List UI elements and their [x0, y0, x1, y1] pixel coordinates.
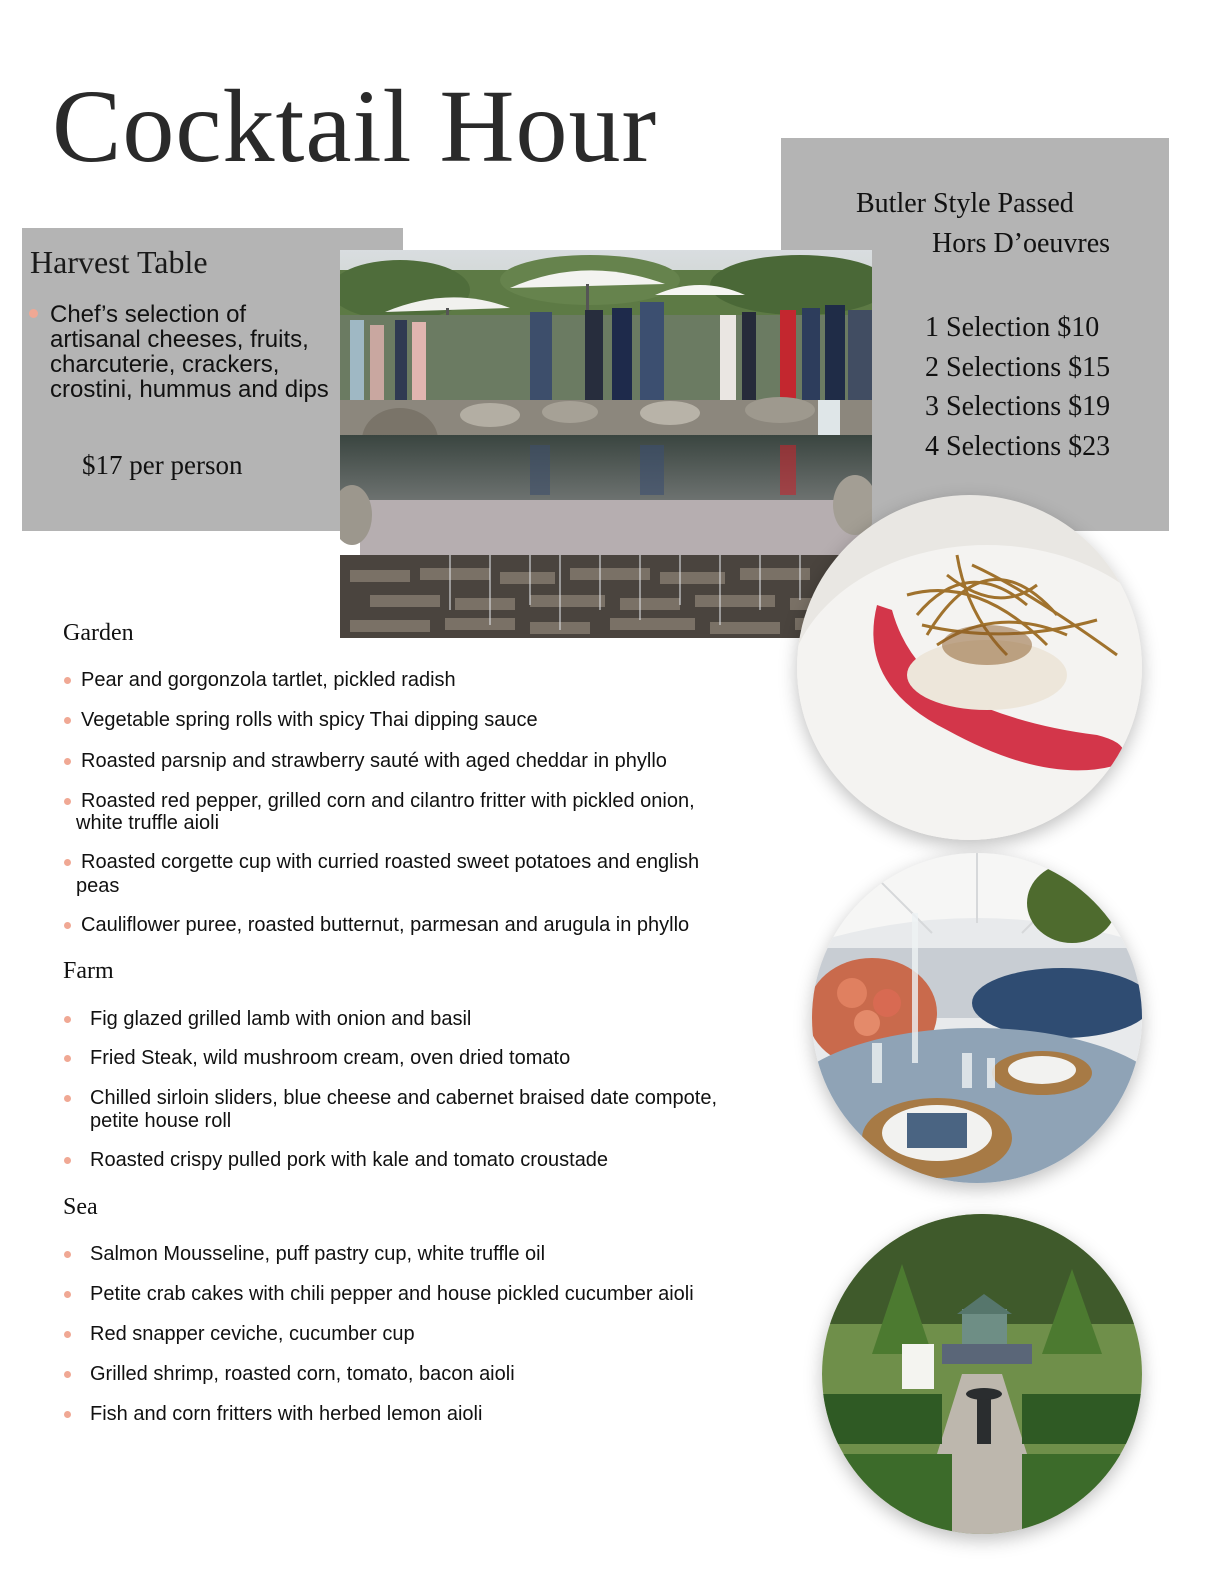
menu-item-continued: white truffle aioli — [76, 812, 220, 834]
bullet-icon — [64, 1331, 71, 1338]
bullet-icon — [64, 1095, 71, 1102]
bullet-icon — [64, 677, 71, 684]
menu-item: Grilled shrimp, roasted corn, tomato, bacon aioli — [90, 1363, 515, 1385]
menu-item-continued: petite house roll — [90, 1110, 232, 1132]
bullet-icon — [64, 1016, 71, 1023]
reception-illustration — [812, 853, 1142, 1183]
harvest-table-title: Harvest Table — [30, 244, 208, 280]
section-heading-garden: Garden — [63, 620, 134, 646]
pond-party-illustration — [340, 250, 872, 638]
bullet-icon — [64, 1251, 71, 1258]
bullet-icon — [64, 1291, 71, 1298]
butler-price-item: 2 Selections $15 — [925, 351, 1111, 383]
pond-party-photo — [340, 250, 872, 638]
menu-item: Roasted crispy pulled pork with kale and tomato croustade — [90, 1149, 609, 1171]
section-heading-sea: Sea — [63, 1194, 98, 1220]
harvest-table-description: Chef’s selection of artisanal cheeses, fruits, charcuterie, crackers, crostini, hummus and dips — [50, 301, 329, 403]
appetizer-illustration — [797, 495, 1142, 840]
bullet-icon — [64, 859, 71, 866]
bullet-icon — [64, 1371, 71, 1378]
bullet-icon — [64, 922, 71, 929]
butler-price-list — [925, 308, 1110, 466]
bullet-icon — [64, 717, 71, 724]
menu-item: Petite crab cakes with chili pepper and house pickled cucumber aioli — [90, 1283, 694, 1305]
menu-item: Cauliflower puree, roasted butternut, parmesan and arugula in phyllo — [81, 914, 690, 936]
menu-item: Fried Steak, wild mushroom cream, oven dried tomato — [90, 1047, 571, 1069]
bullet-icon — [29, 309, 38, 318]
butler-price-item: 3 Selections $19 — [925, 391, 1111, 422]
menu-item: Red snapper ceviche, cucumber cup — [90, 1323, 415, 1345]
appetizer-photo — [797, 495, 1142, 840]
menu-item: Fig glazed grilled lamb with onion and basil — [90, 1008, 472, 1030]
menu-item-continued: peas — [76, 875, 120, 897]
butler-title-line2: Hors D’oeuvres — [932, 228, 1111, 259]
menu-item: Salmon Mousseline, puff pastry cup, white truffle oil — [90, 1243, 546, 1265]
butler-title-line1: Butler Style Passed — [856, 188, 1074, 219]
garden-path-photo — [822, 1214, 1142, 1534]
bullet-icon — [64, 758, 71, 765]
butler-price-item: 1 Selection $10 — [925, 312, 1100, 343]
menu-item: Vegetable spring rolls with spicy Thai dipping sauce — [81, 709, 538, 731]
bullet-icon — [64, 1411, 71, 1418]
menu-item: Chilled sirloin sliders, blue cheese and cabernet braised date compote, — [90, 1087, 718, 1109]
page-title: Cocktail Hour — [52, 69, 658, 184]
reception-table-photo — [812, 853, 1142, 1183]
menu-item: Roasted red pepper, grilled corn and cilantro fritter with pickled onion, — [81, 790, 695, 812]
section-heading-farm: Farm — [63, 958, 114, 984]
harvest-table-price: $17 per person — [82, 450, 243, 480]
bullet-icon — [64, 798, 71, 805]
menu-item: Roasted corgette cup with curried roasted sweet potatoes and english — [81, 851, 700, 873]
menu-item: Fish and corn fritters with herbed lemon aioli — [90, 1403, 483, 1425]
butler-price-item: 4 Selections $23 — [925, 430, 1111, 462]
garden-illustration — [822, 1214, 1142, 1534]
bullet-icon — [64, 1157, 71, 1164]
menu-item: Roasted parsnip and strawberry sauté with aged cheddar in phyllo — [81, 750, 667, 772]
menu-item: Pear and gorgonzola tartlet, pickled radish — [81, 669, 456, 691]
bullet-icon — [64, 1055, 71, 1062]
